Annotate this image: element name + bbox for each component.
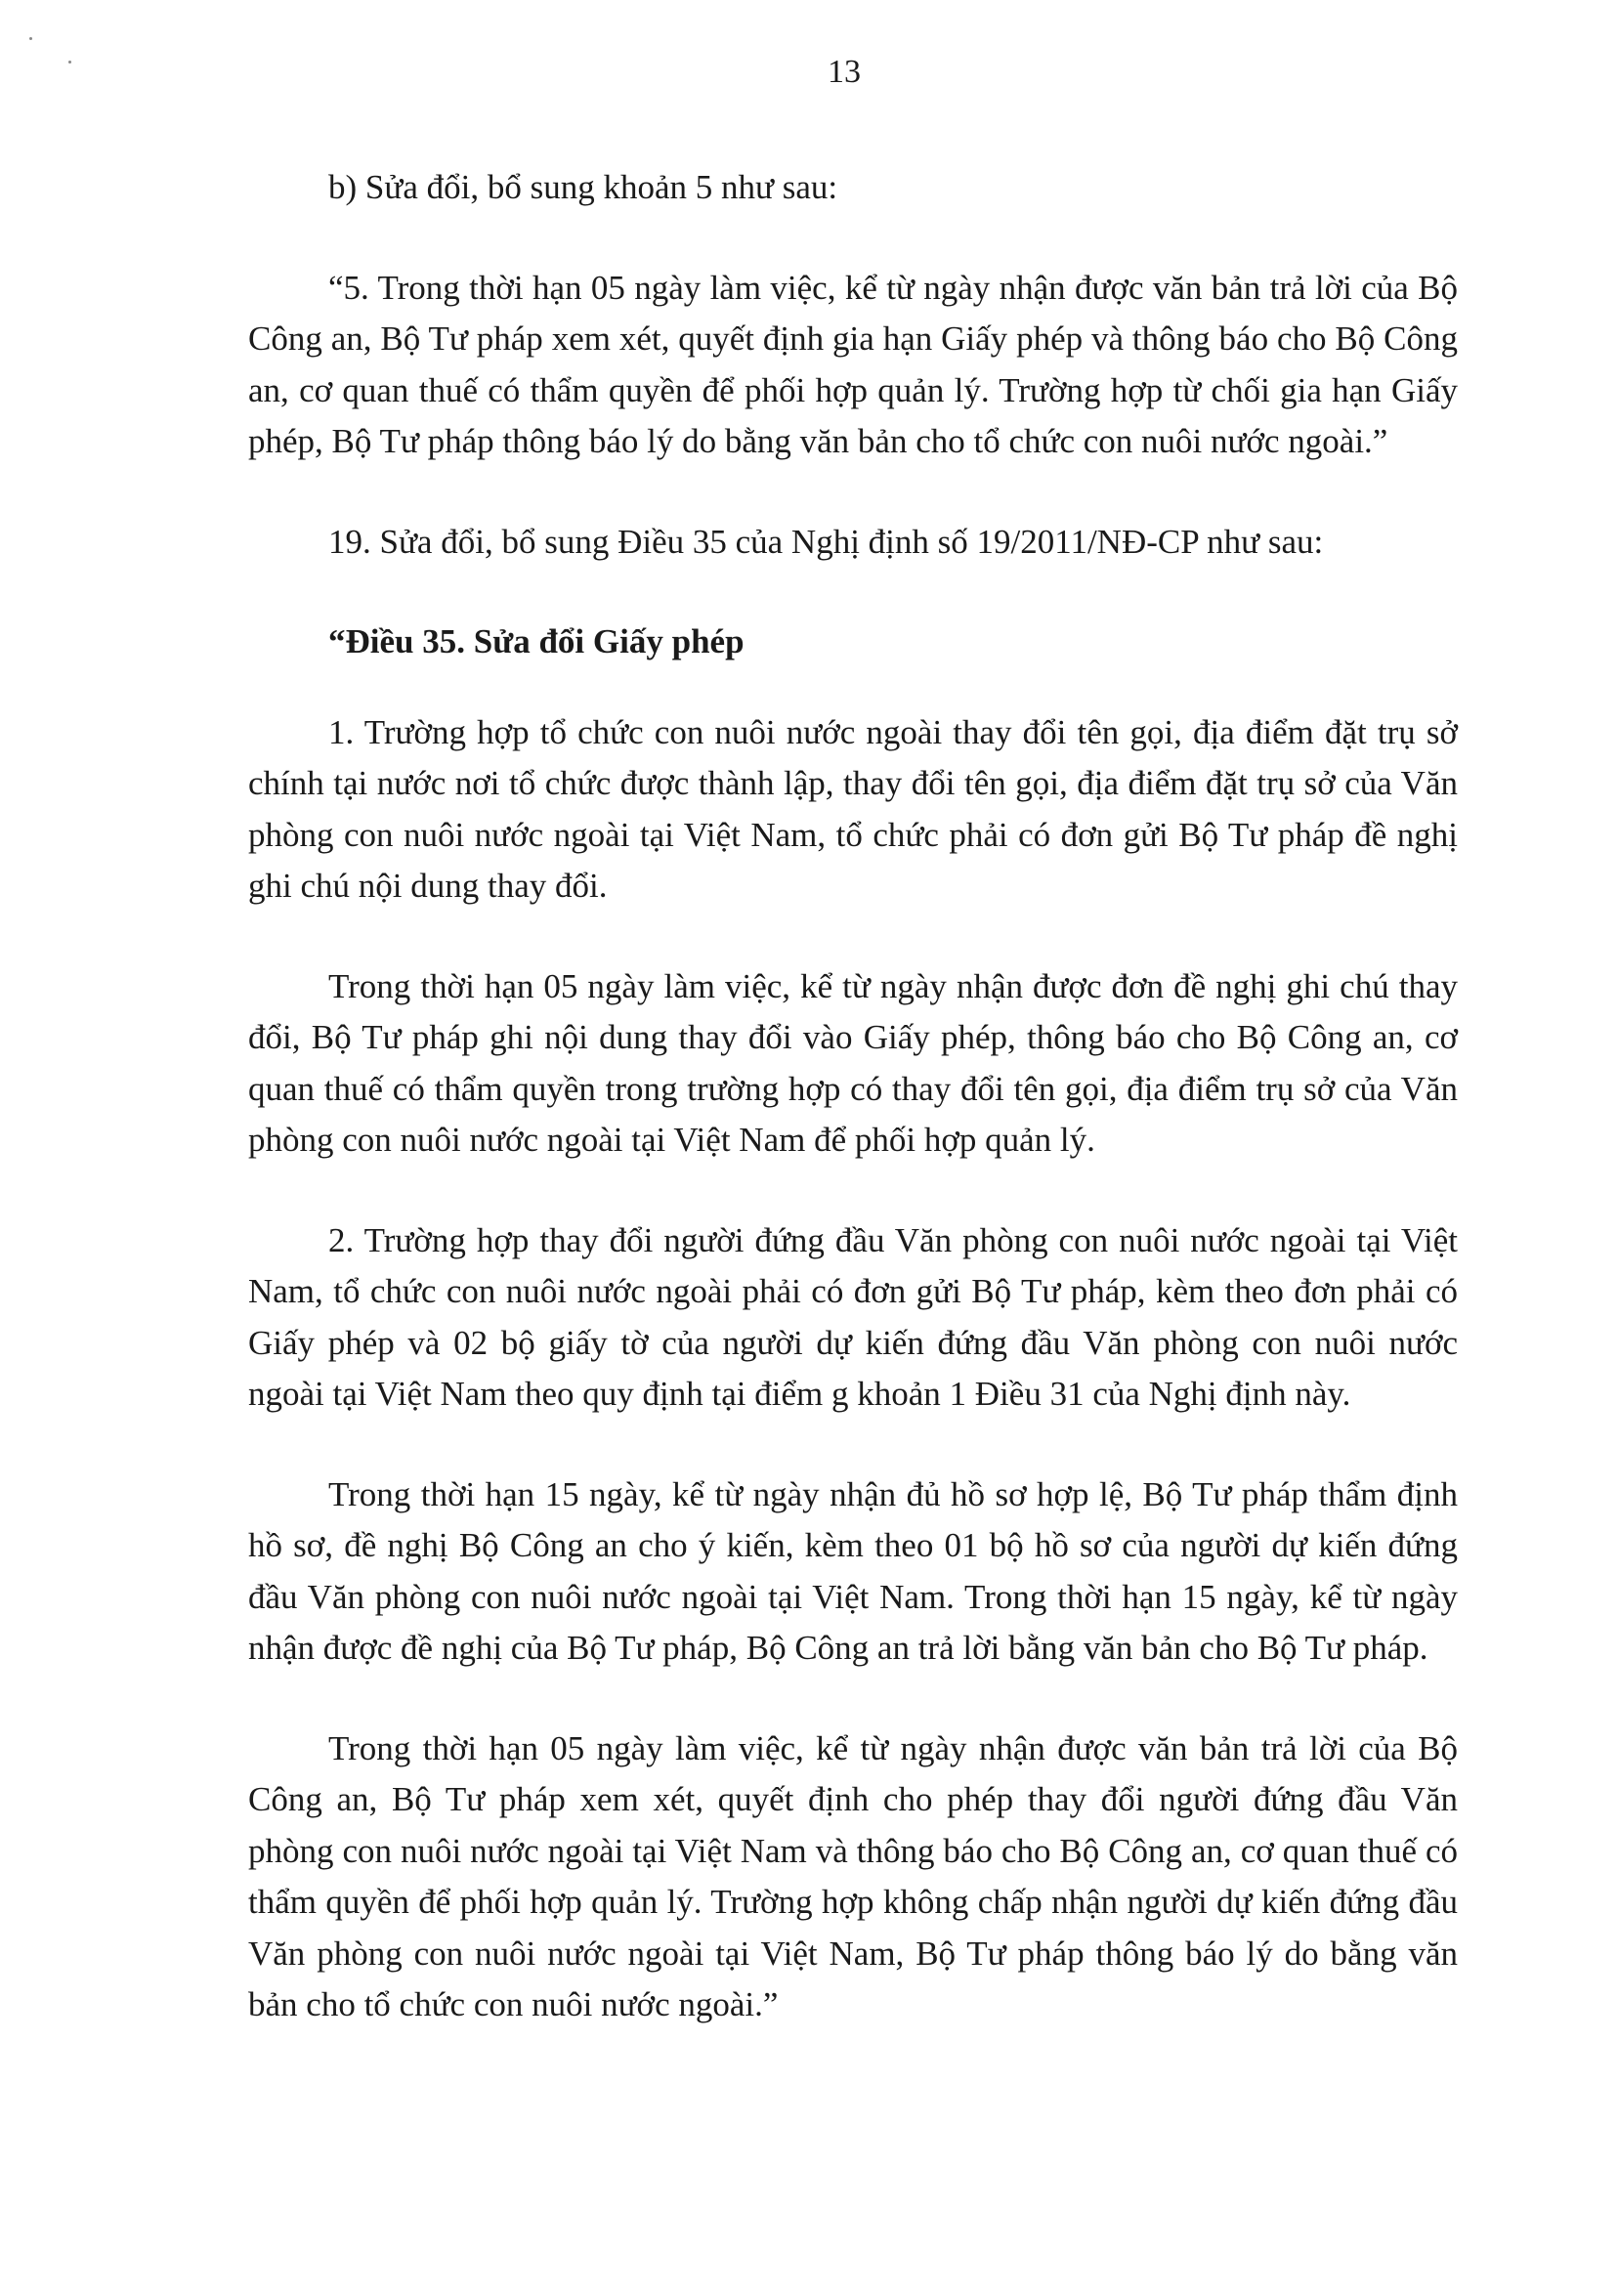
scan-speck <box>29 37 32 40</box>
paragraph-article-35-clause-2: 2. Trường hợp thay đổi người đứng đầu Văn phòng con nuôi nước ngoài tại Việt Nam, tổ chức con nuôi nước ngoài phải có đơn gửi Bộ Tư pháp, kèm theo đơn phải có Giấy phép và 02 bộ giấy tờ của người dự kiến đứng đầu Văn phòng con nuôi nước ngoài tại Việt Nam theo quy định tại điểm g khoản 1 Điều 31 của Nghị định này. <box>248 1220 1458 1413</box>
paragraph-clause-2-decision: Trong thời hạn 05 ngày làm việc, kể từ ngày nhận được văn bản trả lời của Bộ Công an, Bộ Tư pháp xem xét, quyết định cho phép thay đổi người đứng đầu Văn phòng con nuôi nước ngoài tại Việt Nam và thông báo cho Bộ Công an, cơ quan thuế có thẩm quyền để phối hợp quản lý. Trường hợp không chấp nhận người dự kiến đứng đầu Văn phòng con nuôi nước ngoài tại Việt Nam, Bộ Tư pháp thông báo lý do bằng văn bản cho tổ chức con nuôi nước ngoài.” <box>248 1728 1458 2023</box>
paragraph-clause-2-review: Trong thời hạn 15 ngày, kể từ ngày nhận đủ hồ sơ hợp lệ, Bộ Tư pháp thẩm định hồ sơ, đề nghị Bộ Công an cho ý kiến, kèm theo 01 bộ hồ sơ của người dự kiến đứng đầu Văn phòng con nuôi nước ngoài tại Việt Nam. Trong thời hạn 15 ngày, kể từ ngày nhận được đề nghị của Bộ Tư pháp, Bộ Công an trả lời bằng văn bản cho Bộ Tư pháp. <box>248 1474 1458 1667</box>
paragraph-clause-1-timeline: Trong thời hạn 05 ngày làm việc, kể từ ngày nhận được đơn đề nghị ghi chú thay đổi, Bộ Tư pháp ghi nội dung thay đổi vào Giấy phép, thông báo cho Bộ Công an, cơ quan thuế có thẩm quyền trong trường hợp có thay đổi tên gọi, địa điểm trụ sở của Văn phòng con nuôi nước ngoài tại Việt Nam để phối hợp quản lý. <box>248 966 1458 1159</box>
paragraph-article-35-clause-1: 1. Trường hợp tổ chức con nuôi nước ngoài thay đổi tên gọi, địa điểm đặt trụ sở chính tại nước nơi tổ chức được thành lập, thay đổi tên gọi, địa điểm đặt trụ sở của Văn phòng con nuôi nước ngoài tại Việt Nam, tổ chức phải có đơn gửi Bộ Tư pháp đề nghị ghi chú nội dung thay đổi. <box>248 712 1458 905</box>
document-body <box>248 162 1458 2031</box>
page-number: 13 <box>828 54 861 90</box>
paragraph-clause-5-text: “5. Trong thời hạn 05 ngày làm việc, kể từ ngày nhận được văn bản trả lời của Bộ Công an, Bộ Tư pháp xem xét, quyết định gia hạn Giấy phép và thông báo cho Bộ Công an, cơ quan thuế có thẩm quyền để phối hợp quản lý. Trường hợp từ chối gia hạn Giấy phép, Bộ Tư pháp thông báo lý do bằng văn bản cho tổ chức con nuôi nước ngoài.” <box>248 268 1458 460</box>
paragraph-amend-clause-5-intro: b) Sửa đổi, bổ sung khoản 5 như sau: <box>328 168 838 206</box>
article-35-heading: “Điều 35. Sửa đổi Giấy phép <box>328 622 745 660</box>
paragraph-item-19: 19. Sửa đổi, bổ sung Điều 35 của Nghị định số 19/2011/NĐ-CP như sau: <box>328 522 1324 561</box>
